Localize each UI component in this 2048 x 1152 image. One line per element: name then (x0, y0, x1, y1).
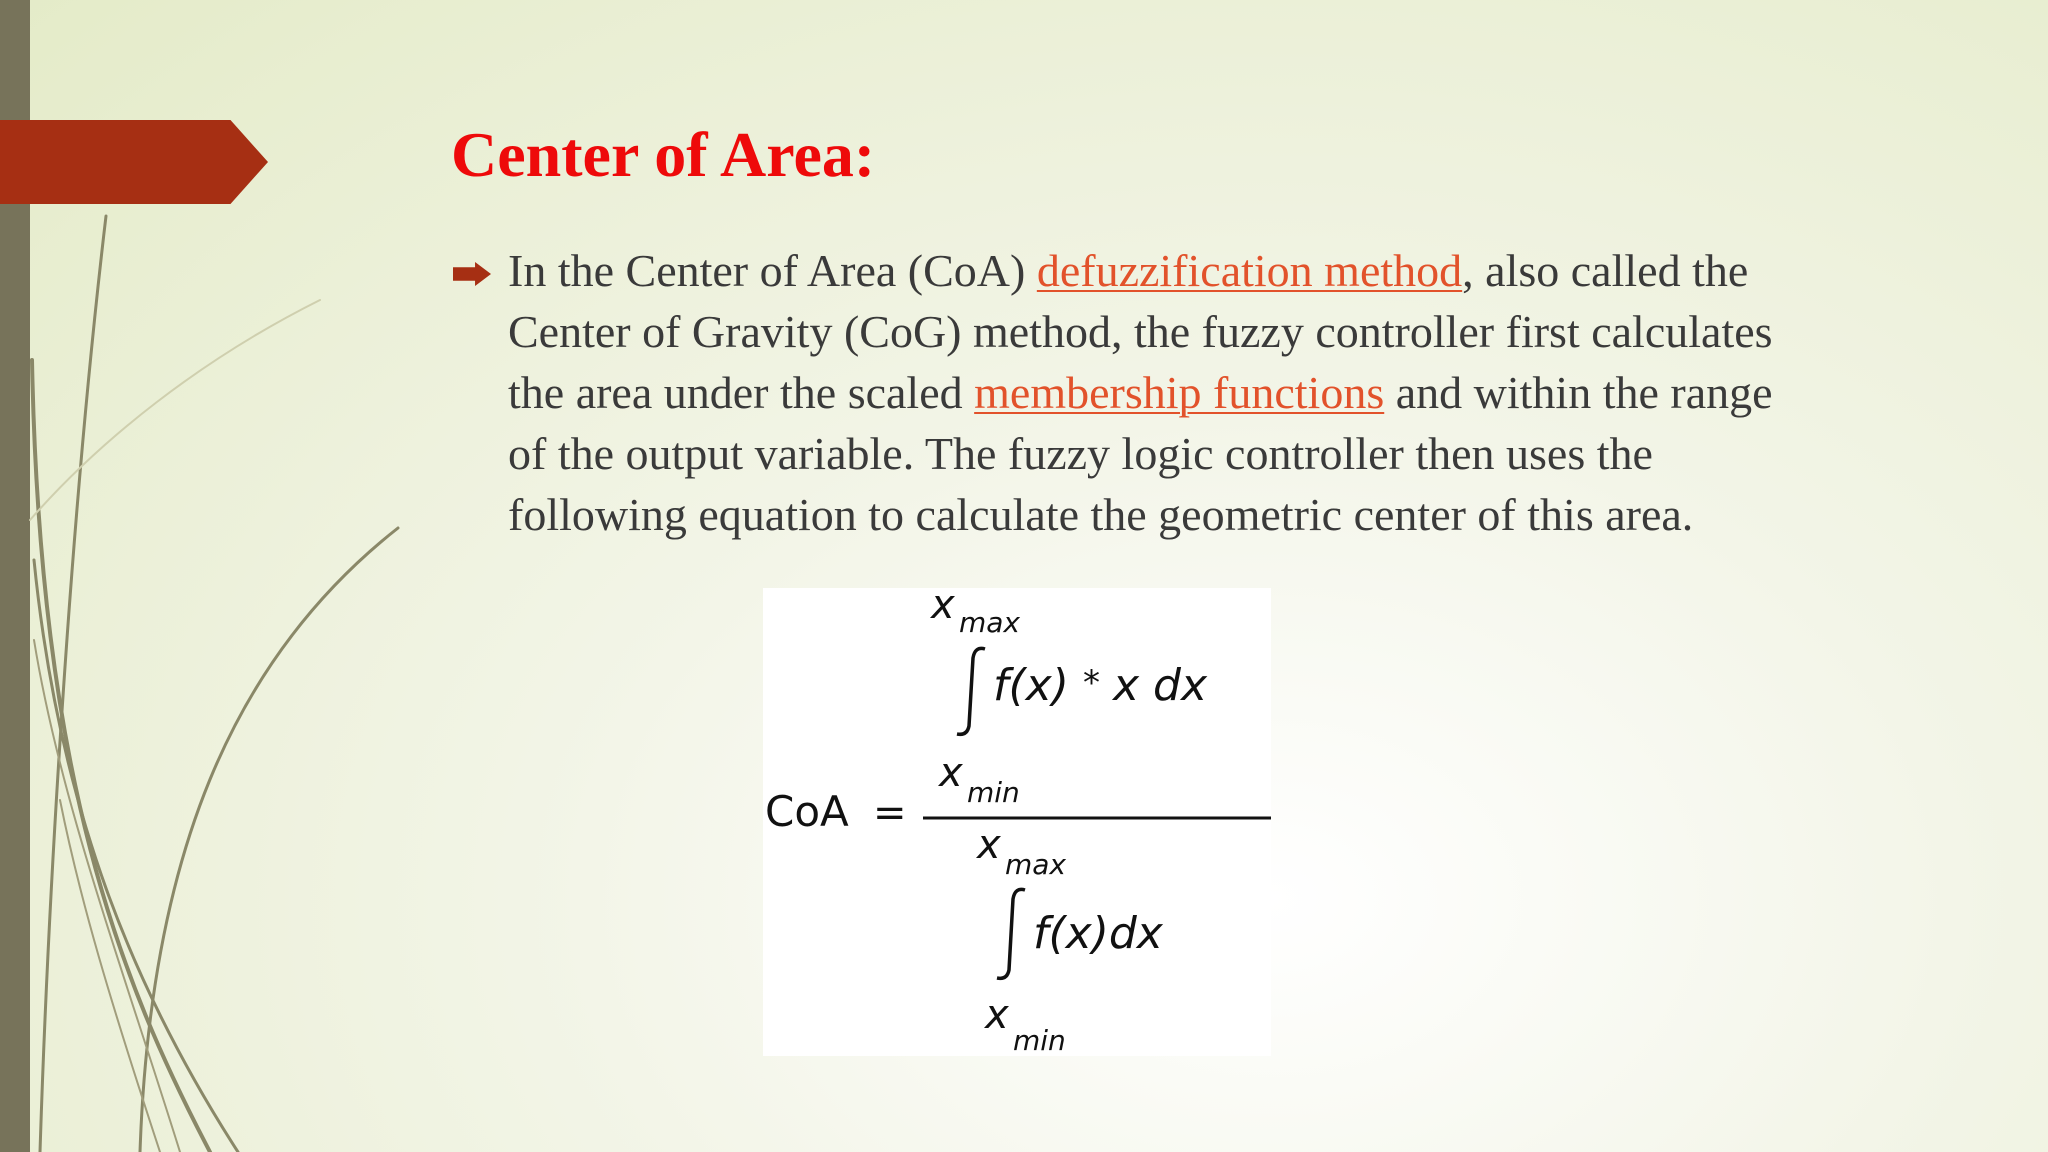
num-upper-x: x (931, 588, 955, 628)
leaf-curve-7 (60, 800, 160, 1152)
num-integrand: f(x) (993, 660, 1069, 711)
paragraph-line-5: following equation to calculate the geometric center of this area. (508, 489, 1694, 540)
den-upper-x: x (977, 822, 1001, 868)
line-1-end: , also called the (1462, 245, 1749, 296)
paragraph-line-2: Center of Gravity (CoG) method, the fuzzy controller first calculates (508, 306, 1773, 357)
line-1-start: In the Center of Area (CoA) (508, 245, 1037, 296)
den-lower-sub: min (1013, 1024, 1066, 1056)
num-lower-sub: min (967, 776, 1020, 809)
line-3-end: and within the range (1384, 367, 1773, 418)
slide-title: Center of Area: (451, 119, 876, 190)
leaf-curve-5 (34, 640, 180, 1152)
den-upper-sub: max (1005, 848, 1067, 881)
num-tail: x dx (1113, 660, 1207, 711)
den-integrand: f(x)dx (1033, 908, 1163, 959)
leaf-curve-4 (140, 528, 398, 1152)
formula-lhs: CoA (765, 787, 849, 836)
leaf-curve-6 (30, 300, 320, 520)
leaf-curve-1 (40, 216, 106, 1152)
coa-formula-image (763, 588, 1271, 1056)
num-lower-x: x (939, 750, 963, 796)
num-integral-icon (957, 648, 985, 734)
num-upper-sub: max (959, 606, 1021, 639)
line-3-start: the area under the scaled (508, 367, 975, 418)
bullet-paragraph (508, 240, 1988, 545)
paragraph-line-1 (508, 240, 1988, 301)
den-lower-x: x (985, 992, 1009, 1038)
paragraph-line-4: of the output variable. The fuzzy logic controller then uses the (508, 428, 1653, 479)
den-integral-icon (997, 889, 1025, 978)
paragraph-line-3 (508, 362, 1988, 423)
num-times: * (1083, 663, 1100, 703)
leaf-curve-3 (34, 560, 238, 1152)
formula-equals: = (873, 790, 907, 836)
title-arrow-tab (0, 120, 268, 204)
defuzzification-method-link[interactable]: defuzzification method (1036, 245, 1463, 296)
membership-functions-link[interactable]: membership functions (974, 367, 1385, 418)
